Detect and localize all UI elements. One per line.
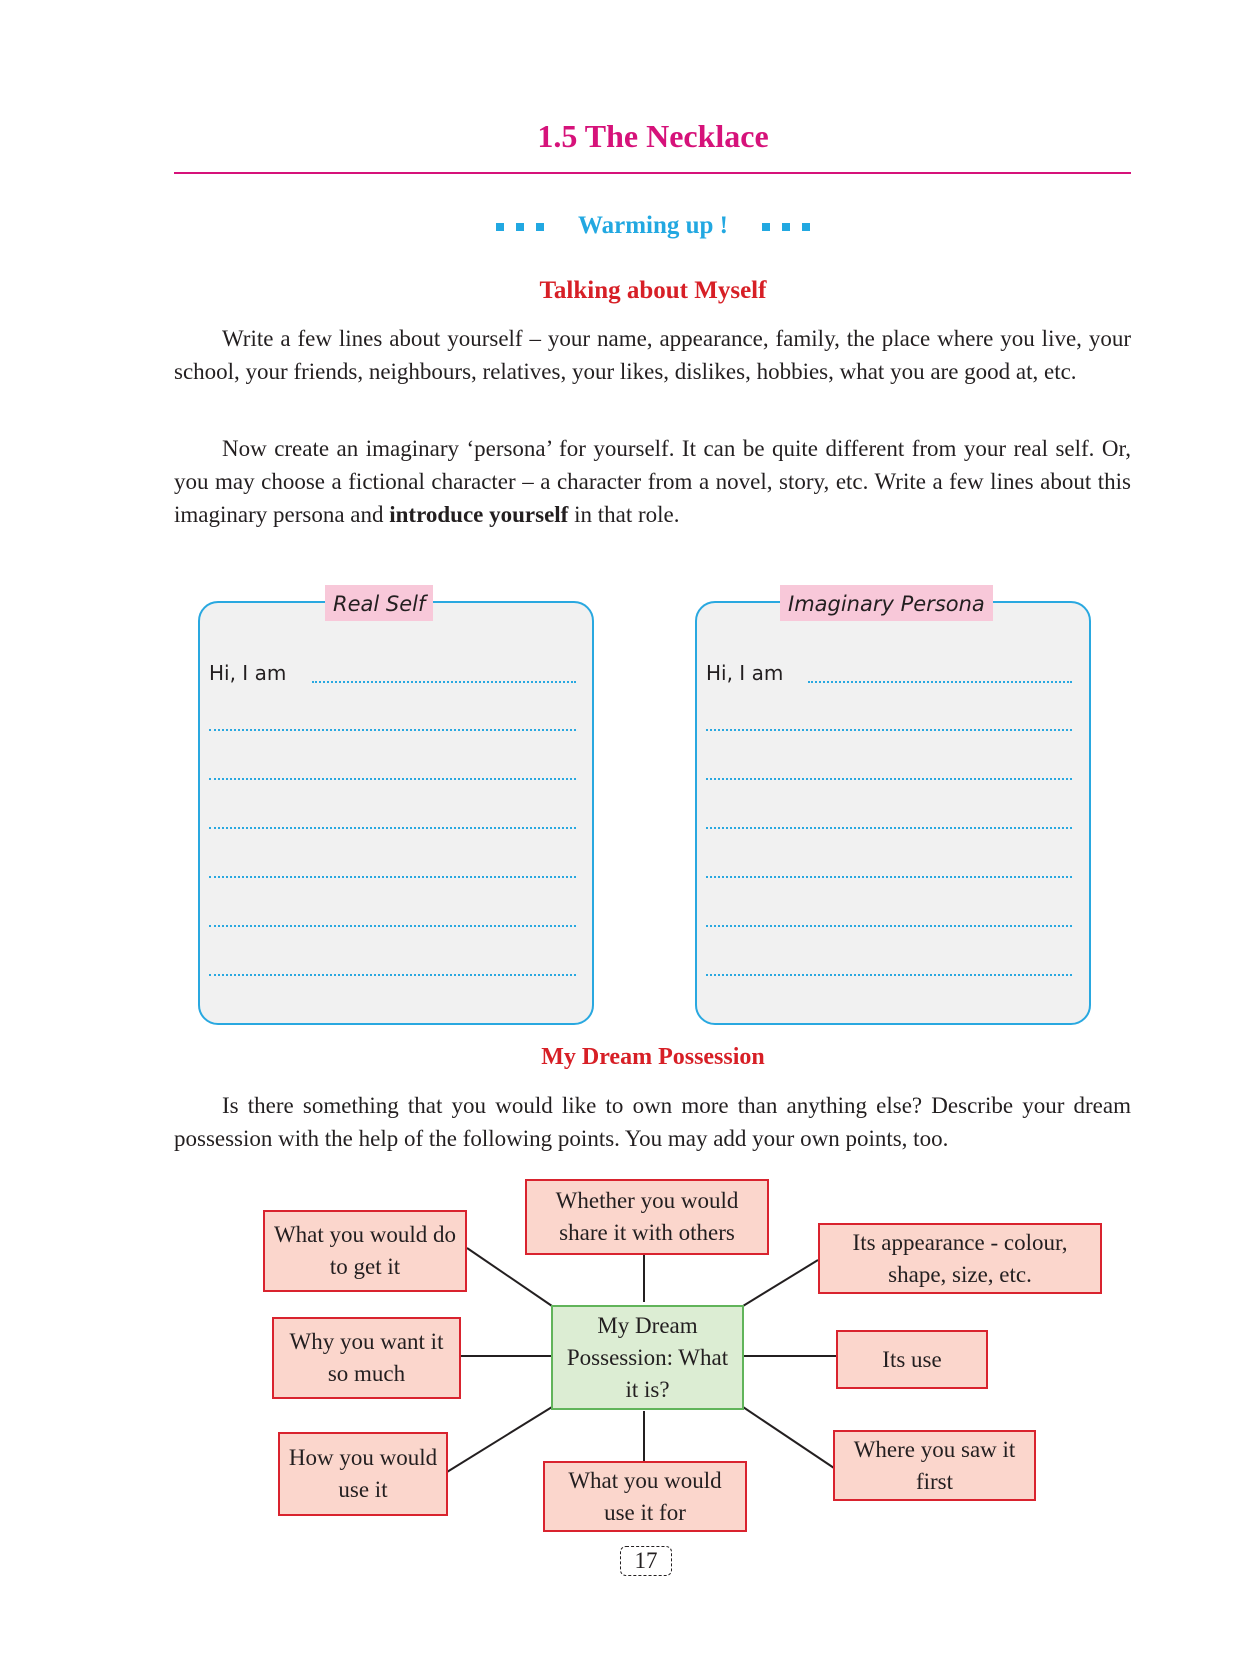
imaginary-persona-greeting: Hi, I am: [706, 661, 784, 685]
mindmap-node-appearance: Its appearance - colour, shape, size, etc.: [818, 1223, 1102, 1294]
dream-heading: My Dream Possession: [541, 1044, 765, 1070]
chapter-title: 1.5 The Necklace: [537, 118, 769, 154]
connector-line: [743, 1260, 818, 1306]
warming-up-label: Warming up !: [577, 212, 729, 239]
connector-line: [447, 1407, 552, 1472]
persona-text-end: in that role.: [568, 502, 680, 527]
page-number: 17: [620, 1546, 672, 1576]
connector-line: [467, 1248, 552, 1306]
mindmap-node-share: Whether you would share it with others: [525, 1179, 769, 1255]
mindmap-node-how: How you would use it: [278, 1432, 448, 1516]
emphasis-text: introduce yourself: [389, 502, 569, 527]
imaginary-persona-label: Imaginary Persona: [780, 585, 993, 621]
mindmap-center-node: My Dream Possession: What it is?: [551, 1305, 744, 1410]
talking-heading: Talking about Myself: [539, 277, 767, 304]
mindmap-node-where: Where you saw it first: [833, 1430, 1036, 1501]
mindmap-node-for: What you would use it for: [543, 1461, 747, 1532]
mindmap-node-use: Its use: [836, 1330, 988, 1389]
mindmap-node-get: What you would do to get it: [263, 1210, 467, 1292]
persona-text: Now create an imaginary ‘persona’ for yourself. It can be quite different from your real self. Or, you may choose a fictional character – a character from a novel, story, etc. Write a few lines about this imaginary persona and: [174, 436, 1131, 527]
real-self-label: Real Self: [325, 585, 433, 621]
dream-paragraph: Is there something that you would like to own more than anything else? Describe your dream possession with the help of the following points. You may add your own points, too.: [174, 1093, 1131, 1151]
intro-paragraph: Write a few lines about yourself – your name, appearance, family, the place where you live, your school, your friends, neighbours, relatives, your likes, dislikes, hobbies, what you are good at, etc.: [174, 326, 1131, 384]
mindmap-node-why: Why you want it so much: [272, 1317, 461, 1399]
real-self-greeting: Hi, I am: [209, 661, 287, 685]
connector-line: [743, 1407, 834, 1468]
